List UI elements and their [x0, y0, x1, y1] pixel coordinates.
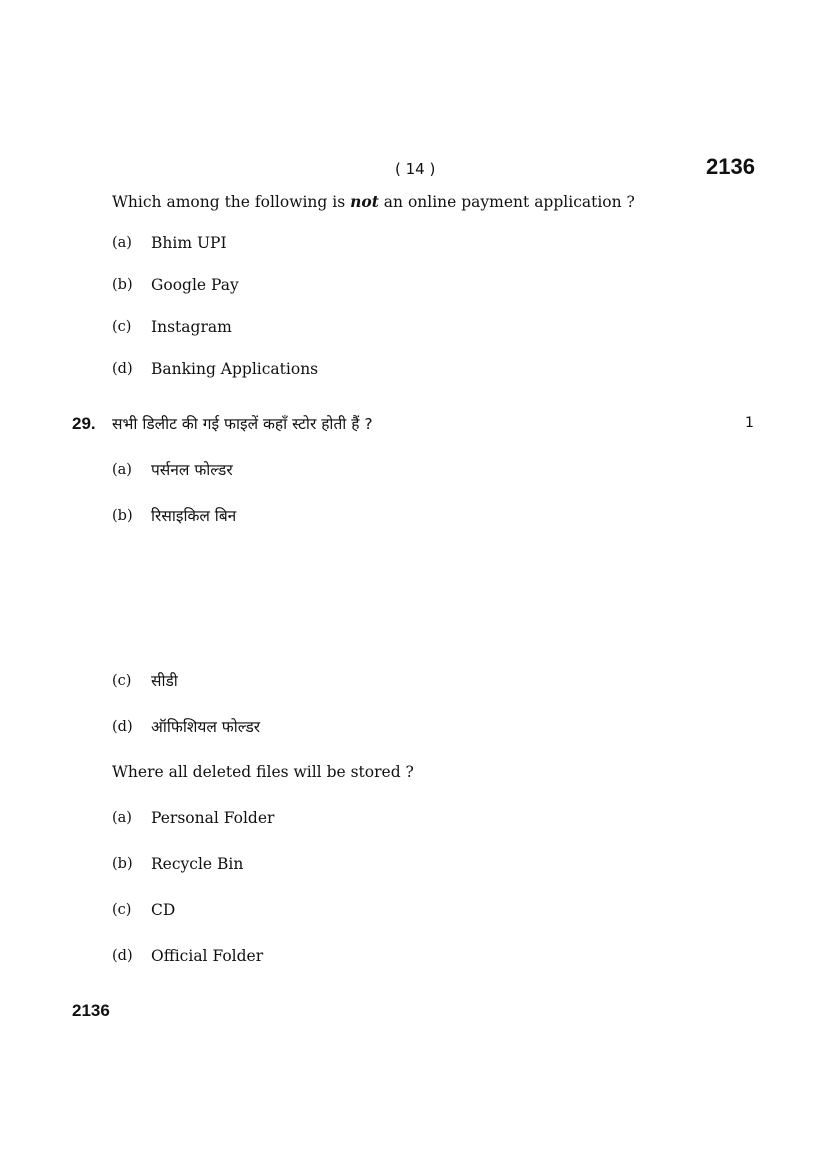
q28-option-d-label: (d) [112, 361, 133, 377]
q29-marks: 1 [745, 415, 754, 431]
q28-stem-before: Which among the following is [112, 193, 351, 211]
q28-option-c-label: (c) [112, 319, 132, 335]
q28-option-b-text: Google Pay [151, 276, 239, 294]
page-number: ( 14 ) [395, 160, 436, 178]
q29-hi-option-a-label: (a) [112, 462, 132, 478]
q28-option-a-text: Bhim UPI [151, 234, 227, 252]
q29-en-option-b-label: (b) [112, 856, 133, 872]
paper-code-footer: 2136 [72, 1001, 110, 1020]
q28-option-d-text: Banking Applications [151, 360, 319, 378]
q28-option-c-text: Instagram [151, 318, 232, 336]
q28-option-b-label: (b) [112, 277, 133, 293]
q29-en-option-b-text: Recycle Bin [151, 855, 244, 873]
q29-stem-hi: सभी डिलीट की गई फाइलें कहाँ स्टोर होती हैं ? [112, 415, 373, 433]
q29-en-option-a-label: (a) [112, 810, 132, 826]
q29-en-option-d-label: (d) [112, 948, 133, 964]
q29-number: 29. [72, 414, 96, 433]
q29-en-option-c-text: CD [151, 901, 176, 919]
q29-hi-option-b-text: रिसाइकिल बिन [151, 507, 237, 525]
q29-hi-option-d-label: (d) [112, 719, 133, 735]
q29-hi-option-b-label: (b) [112, 508, 133, 524]
q29-stem-en: Where all deleted files will be stored ? [112, 763, 414, 781]
q29-hi-option-c-text: सीडी [151, 672, 178, 690]
q29-hi-option-d-text: ऑफिशियल फोल्डर [151, 718, 261, 736]
q28-stem-en [112, 192, 635, 211]
q29-en-option-c-label: (c) [112, 902, 132, 918]
q29-en-option-a-text: Personal Folder [151, 809, 275, 827]
q28-stem-after: an online payment application ? [378, 193, 635, 211]
q28-stem-emphasis: not [350, 192, 379, 211]
q29-hi-option-a-text: पर्सनल फोल्डर [151, 461, 233, 479]
q29-hi-option-c-label: (c) [112, 673, 132, 689]
q29-en-option-d-text: Official Folder [151, 947, 264, 965]
q28-option-a-label: (a) [112, 235, 132, 251]
paper-code-header: 2136 [706, 154, 755, 179]
